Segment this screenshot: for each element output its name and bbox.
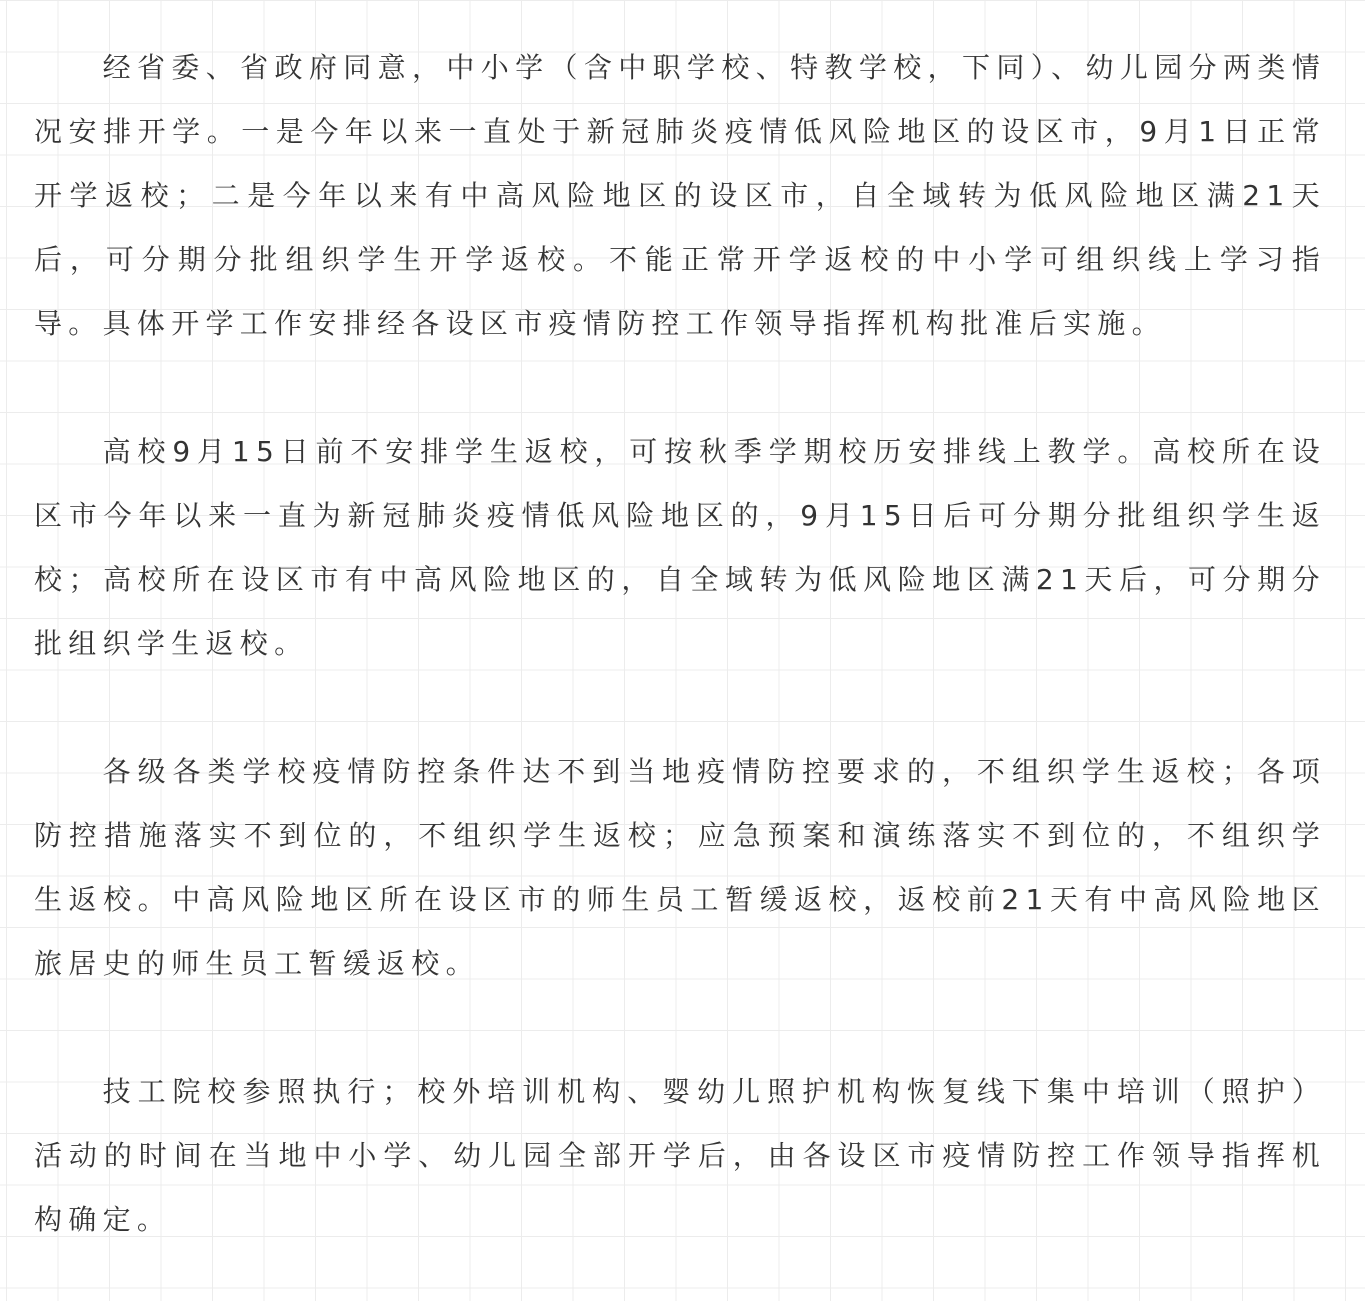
article-body — [34, 36, 1326, 1252]
paragraph-universities: 高校9月15日前不安排学生返校，可按秋季学期校历安排线上教学。高校所在设区市今年以来一直为新冠肺炎疫情低风险地区的，9月15日后可分期分批组织学生返校；高校所在设区市有中高风险地区的，自全域转为低风险地区满21天后，可分期分批组织学生返校。 — [34, 435, 1326, 660]
paragraph-training-institutions: 技工院校参照执行；校外培训机构、婴幼儿照护机构恢复线下集中培训（照护）活动的时间在当地中小学、幼儿园全部开学后，由各设区市疫情防控工作领导指挥机构确定。 — [34, 1075, 1326, 1236]
paragraph-school-opening: 经省委、省政府同意，中小学（含中职学校、特教学校，下同）、幼儿园分两类情况安排开学。一是今年以来一直处于新冠肺炎疫情低风险地区的设区市，9月1日正常开学返校；二是今年以来有中高风险地区的设区市，自全域转为低风险地区满21天后，可分期分批组织学生开学返校。不能正常开学返校的中小学可组织线上学习指导。具体开学工作安排经各设区市疫情防控工作领导指挥机构批准后实施。 — [34, 51, 1326, 340]
paragraph-prevention-conditions: 各级各类学校疫情防控条件达不到当地疫情防控要求的，不组织学生返校；各项防控措施落实不到位的，不组织学生返校；应急预案和演练落实不到位的，不组织学生返校。中高风险地区所在设区市的师生员工暂缓返校，返校前21天有中高风险地区旅居史的师生员工暂缓返校。 — [34, 755, 1326, 980]
